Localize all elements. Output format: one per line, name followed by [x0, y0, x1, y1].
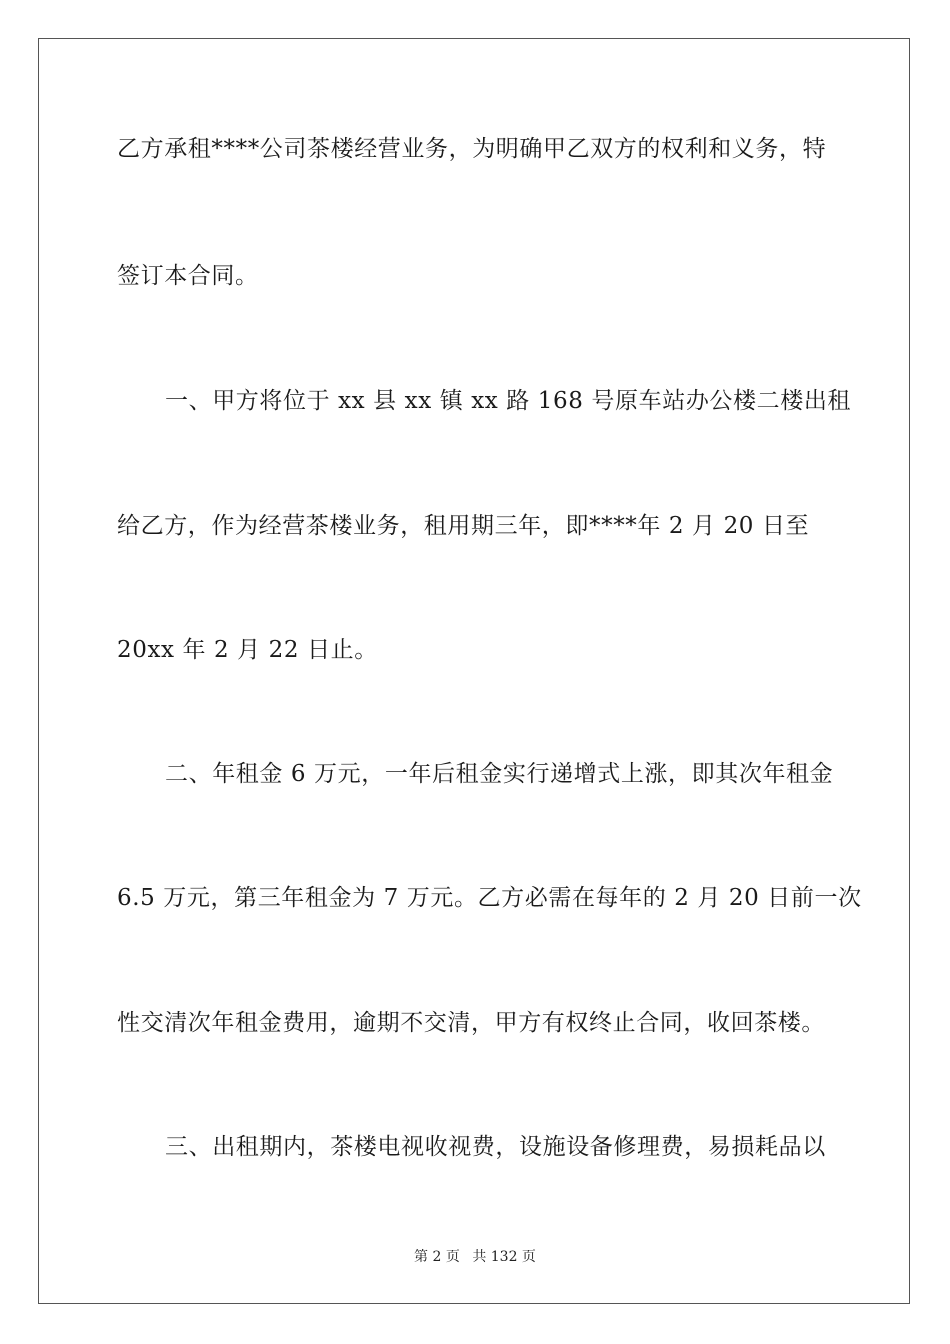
clause-three-line: 三、出租期内，茶楼电视收视费，设施设备修理费，易损耗品以	[165, 1134, 826, 1160]
page-footer	[0, 1248, 950, 1266]
body-text-line: 签订本合同。	[117, 263, 259, 289]
clause-one-line: 一、甲方将位于 xx 县 xx 镇 xx 路 168 号原车站办公楼二楼出租	[165, 388, 852, 414]
body-text-line: 6.5 万元，第三年租金为 7 万元。乙方必需在每年的 2 月 20 日前一次	[117, 885, 862, 911]
page-number: 第 2 页	[414, 1249, 460, 1265]
body-text-line: 乙方承租****公司茶楼经营业务，为明确甲乙双方的权利和义务，特	[117, 136, 827, 162]
body-text-line: 性交清次年租金费用，逾期不交清，甲方有权终止合同，收回茶楼。	[117, 1010, 825, 1036]
body-text-line: 20xx 年 2 月 22 日止。	[117, 637, 378, 663]
body-text-line: 给乙方，作为经营茶楼业务，租用期三年，即****年 2 月 20 日至	[117, 513, 810, 539]
page-frame	[38, 38, 910, 1304]
clause-two-line: 二、年租金 6 万元，一年后租金实行递增式上涨，即其次年租金	[165, 761, 834, 787]
page-total: 共 132 页	[472, 1249, 536, 1265]
